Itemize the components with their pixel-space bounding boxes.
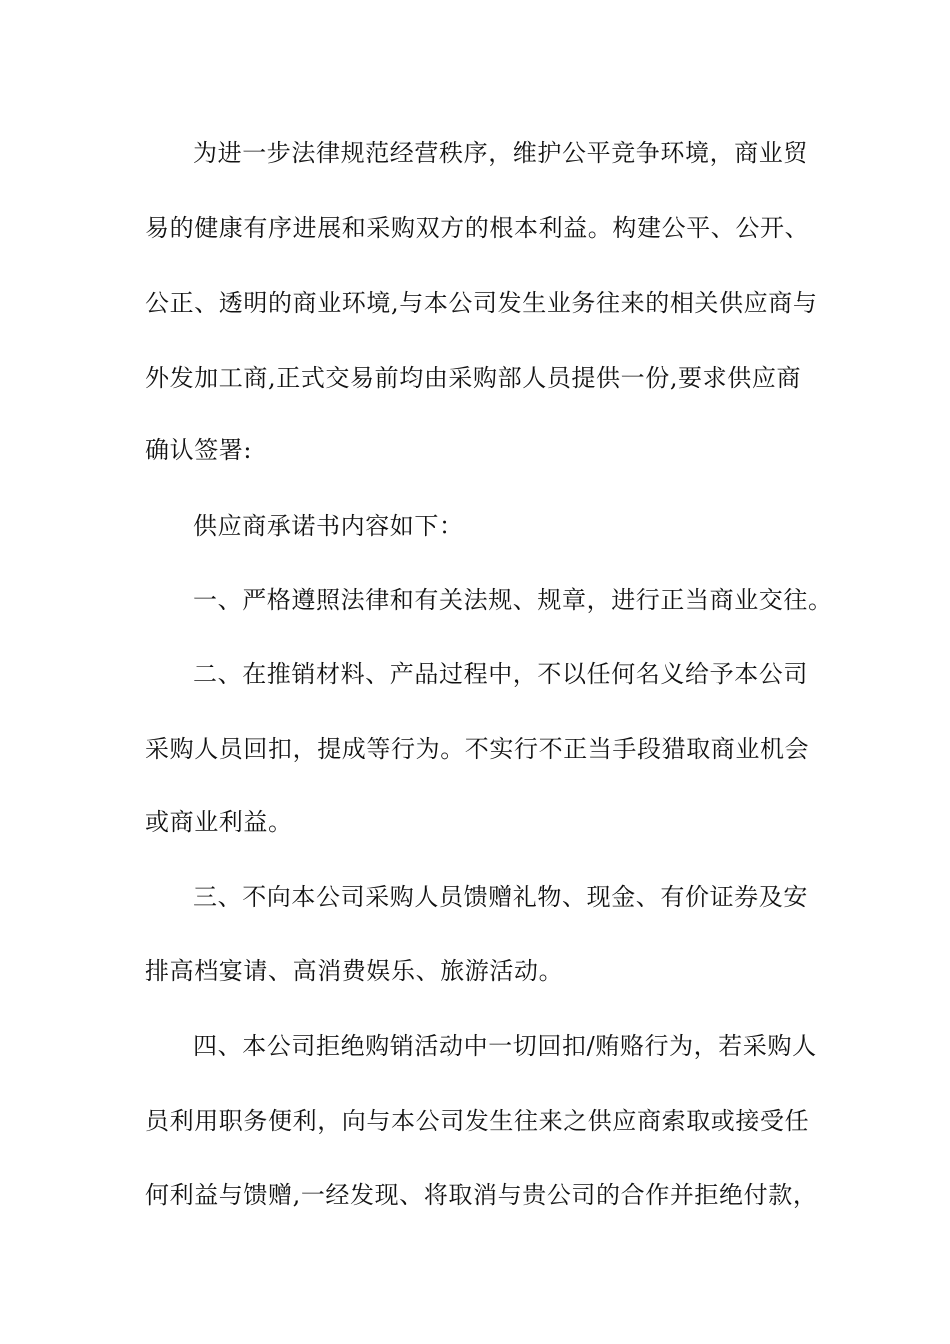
- clause-4-line-1: 四、本公司拒绝购销活动中一切回扣/贿赂行为，若采购人: [193, 1032, 817, 1060]
- paragraph-intro-line-4: 外发加工商,正式交易前均由采购部人员提供一份,要求供应商: [145, 364, 802, 392]
- clause-4-line-3: 何利益与馈赠,一经发现、将取消与贵公司的合作并拒绝付款，: [145, 1181, 818, 1209]
- clause-3-line-1: 三、不向本公司采购人员馈赠礼物、现金、有价证券及安: [193, 883, 808, 911]
- paragraph-intro-line-5: 确认签署:: [145, 436, 253, 464]
- commitment-heading: 供应商承诺书内容如下：: [193, 512, 464, 540]
- clause-1-line-1: 一、严格遵照法律和有关法规、规章，进行正当商业交往。: [193, 586, 833, 614]
- paragraph-intro-line-2: 易的健康有序进展和采购双方的根本利益。构建公平、公开、: [145, 214, 810, 242]
- clause-2-line-3: 或商业利益。: [145, 808, 293, 836]
- clause-4-line-2: 员利用职务便利，向与本公司发生往来之供应商索取或接受任: [145, 1107, 810, 1135]
- paragraph-intro-line-1: 为进一步法律规范经营秩序，维护公平竞争环境，商业贸: [193, 139, 808, 167]
- clause-2-line-2: 采购人员回扣，提成等行为。不实行不正当手段猎取商业机会: [145, 735, 810, 763]
- clause-2-line-1: 二、在推销材料、产品过程中，不以任何名义给予本公司: [193, 660, 808, 688]
- paragraph-intro-line-3: 公正、透明的商业环境,与本公司发生业务往来的相关供应商与: [145, 289, 818, 317]
- clause-3-line-2: 排高档宴请、高消费娱乐、旅游活动。: [145, 957, 564, 985]
